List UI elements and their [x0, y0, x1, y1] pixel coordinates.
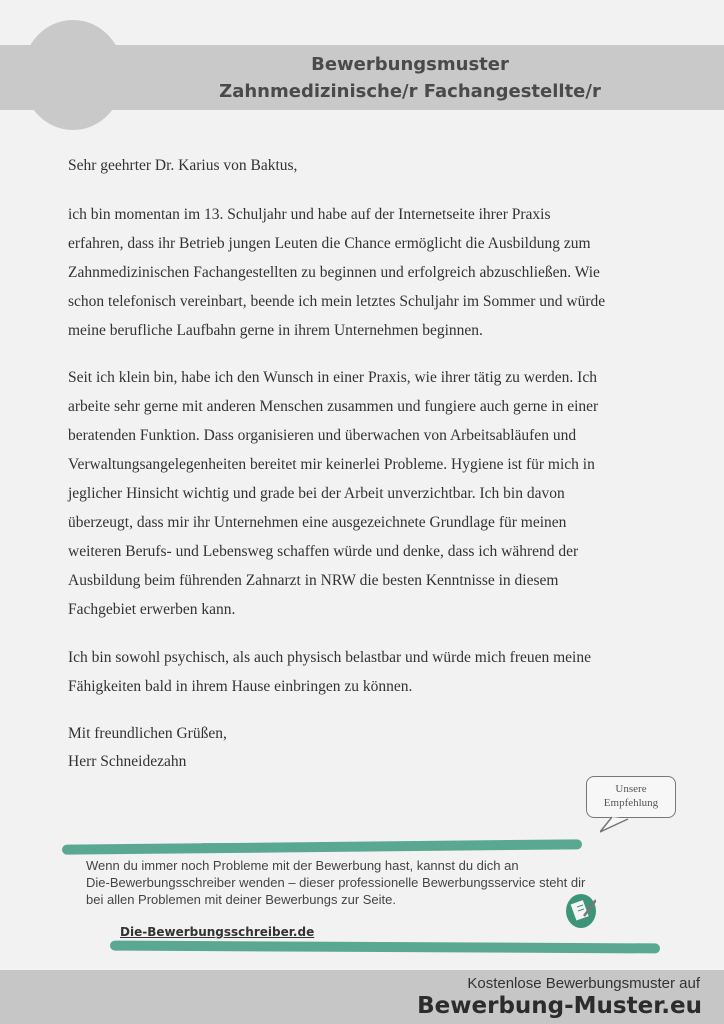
paragraph2-line: arbeite sehr gerne mit anderen Menschen zusammen und fungiere auch gerne in einer	[68, 398, 599, 415]
die-bewerbungsschreiber-link[interactable]: Die-Bewerbungsschreiber.de	[120, 925, 315, 939]
bubble-text-line2: Empfehlung	[603, 797, 659, 809]
bubble-text-line1: Unsere	[615, 783, 647, 795]
recommendation-text-line: Die-Bewerbungsschreiber wenden – dieser professionelle Bewerbungsservice steht dir	[86, 875, 586, 890]
paragraph2-line: jeglicher Hinsicht wichtig und grade bei der Arbeit unverzichtbar. Ich bin davon	[68, 485, 565, 502]
recommendation-text-line: bei allen Problemen mit deiner Bewerbungs zur Seite.	[86, 892, 397, 907]
paragraph1-line: ich bin momentan im 13. Schuljahr und habe auf der Internetseite ihrer Praxis	[68, 206, 551, 223]
teal-brush-stroke-bottom	[110, 941, 660, 954]
recommendation-text-line: Wenn du immer noch Probleme mit der Bewerbung hast, kannst du dich an	[86, 858, 519, 873]
paragraph2-line: überzeugt, dass mir ihr Unternehmen eine ausgezeichnete Grundlage für meinen	[68, 514, 567, 531]
teal-brush-stroke-top-detail	[200, 843, 460, 849]
paragraph2-line: beratenden Funktion. Dass organisieren und überwachen von Arbeitsabläufen und	[68, 427, 577, 444]
page-subtitle: Zahnmedizinische/r Fachangestellte/r	[219, 81, 601, 102]
paragraph3-line: Ich bin sowohl psychisch, als auch physisch belastbar und würde mich freuen meine	[68, 649, 591, 666]
paragraph2-line: Fachgebiet erwerben kann.	[68, 601, 236, 618]
recommendation-speech-bubble	[586, 776, 676, 818]
paragraph3-line: Fähigkeiten bald in ihrem Hause einbringen zu können.	[68, 678, 413, 695]
page-title: Bewerbungsmuster	[311, 54, 509, 75]
speech-bubble-tail-icon	[600, 816, 640, 836]
letter-signature: Herr Schneidezahn	[68, 753, 187, 770]
letter-greeting: Sehr geehrter Dr. Karius von Baktus,	[68, 157, 298, 174]
paragraph1-line: erfahren, dass ihr Betrieb jungen Leuten die Chance ermöglicht die Ausbildung zum	[68, 235, 591, 252]
paragraph1-line: schon telefonisch vereinbart, beende ich mein letztes Schuljahr im Sommer und würde	[68, 293, 606, 310]
paragraph1-line: Zahnmedizinischen Fachangestellten zu beginnen und erfolgreich abzuschließen. Wie	[68, 264, 600, 281]
checklist-pen-icon	[566, 894, 596, 928]
paragraph2-line: Ausbildung beim führenden Zahnarzt in NRW die besten Kenntnisse in diesem	[68, 572, 559, 589]
footer-tagline: Kostenlose Bewerbungsmuster auf	[467, 975, 700, 992]
paragraph1-line: meine berufliche Laufbahn gerne in ihrem Unternehmen beginnen.	[68, 322, 483, 339]
header-circle-decoration	[22, 20, 124, 130]
paragraph2-line: Verwaltungsangelegenheiten bereitet mir keinerlei Probleme. Hygiene ist für mich in	[68, 456, 595, 473]
paragraph2-line: Seit ich klein bin, habe ich den Wunsch in einer Praxis, wie ihrer tätig zu werden. Ich	[68, 369, 597, 386]
paragraph2-line: weiteren Berufs- und Lebensweg schaffen würde und denke, dass ich während der	[68, 543, 579, 560]
footer-brand: Bewerbung-Muster.eu	[417, 993, 702, 1019]
letter-closing: Mit freundlichen Grüßen,	[68, 725, 227, 742]
